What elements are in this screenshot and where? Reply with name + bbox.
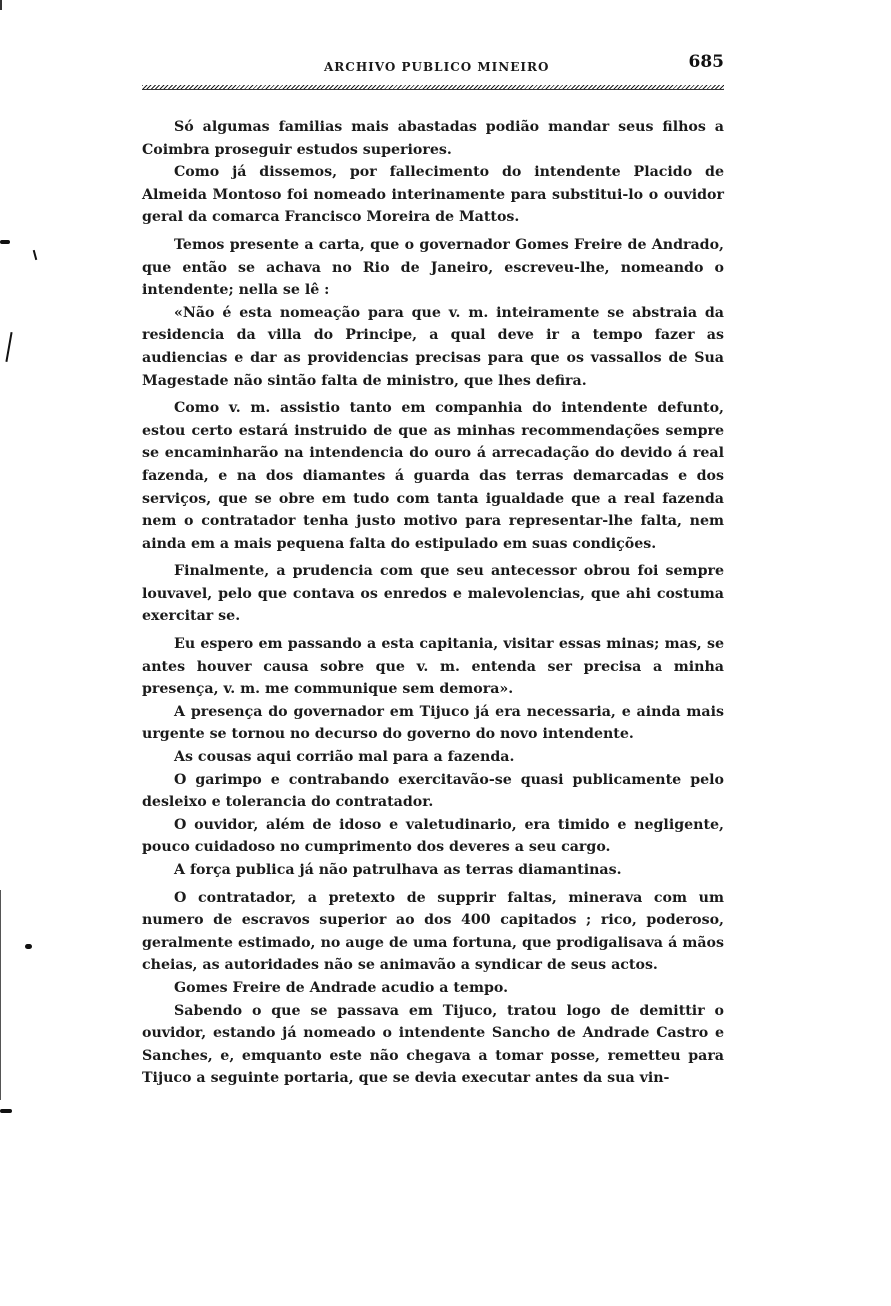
paragraph: A força publica já não patrulhava as terras diamantinas. [174, 862, 622, 878]
running-title: ARCHIVO PUBLICO MINEIRO [324, 60, 550, 74]
paragraph: Como já dissemos, por fallecimento do intendente Placido de Almeida Montoso foi nomeado interinamente para substitui-lo o ouvidor geral da comarca Francisco Moreira de Mattos. [142, 164, 724, 226]
paragraph: O garimpo e contrabando exercitavão-se quasi publicamente pelo desleixo e tolerancia do contratador. [142, 771, 724, 811]
margin-mark [5, 332, 12, 362]
margin-mark [0, 1109, 12, 1113]
page-edge-line [0, 890, 1, 1100]
paragraph: As cousas aqui corrião mal para a fazenda. [174, 749, 515, 766]
paragraph: Temos presente a carta, que o governador Gomes Freire de Andrado, que então se achava no Rio de Janeiro, escreveu-lhe, nomeando o intendente; nella se lê : [142, 236, 724, 299]
page-header [142, 52, 724, 92]
quoted-letter-paragraph: Finalmente, a prudencia com que seu antecessor obrou foi sempre louvavel, pelo que contava os enredos e malevolencias, que ahi costuma exercitar se. [142, 563, 724, 625]
margin-mark [33, 250, 38, 260]
margin-mark [25, 944, 32, 949]
header-rule [142, 85, 724, 90]
paragraph: Só algumas familias mais abastadas podião mandar seus filhos a Coimbra proseguir estudos superiores. [142, 119, 724, 158]
paragraph: Sabendo o que se passava em Tijuco, tratou logo de demittir o ouvidor, estando já nomeado o intendente Sancho de Andrade Castro e Sanches, e, emquanto este não chegava a tomar posse, remetteu para Tijuco a seguinte portaria, que se devia executar antes da sua vin- [142, 1002, 724, 1087]
paragraph: O ouvidor, além de idoso e valetudinario, era timido e negligente, pouco cuidadoso no cumprimento dos deveres a seu cargo. [142, 816, 724, 856]
paragraph: A presença do governador em Tijuco já era necessaria, e ainda mais urgente se tornou no decurso do governo do novo intendente. [142, 703, 724, 743]
paragraph: O contratador, a pretexto de supprir faltas, minerava com um numero de escravos superior ao dos 400 capitados ; rico, poderoso, geralmente estimado, no auge de uma fortuna, que prodigalisava á mãos cheias, as autoridades não se animavão a syndicar de seus actos. [142, 889, 724, 974]
page-number: 685 [688, 52, 724, 72]
page-edge-mark [0, 0, 2, 10]
margin-mark [0, 240, 10, 244]
paragraph: Gomes Freire de Andrade acudio a tempo. [174, 979, 509, 996]
body-text [142, 116, 724, 1090]
quoted-letter-paragraph: Como v. m. assistio tanto em companhia do intendente defunto, estou certo estará instruido de que as minhas recommendações sempre se encaminharão na intendencia do ouro á arrecadação do devido á real fazenda, e na dos diamantes á guarda das terras demarcadas e dos serviços, que se obre em tudo com tanta igualdade que a real fazenda nem o contratador tenha justo motivo para representar-lhe falta, nem ainda em a mais pequena falta do estipulado em suas condições. [142, 400, 724, 552]
quoted-letter-paragraph: Eu espero em passando a esta capitania, visitar essas minas; mas, se antes houver causa sobre que v. m. entenda ser precisa a minha presença, v. m. me communique sem demora». [142, 636, 724, 698]
quoted-letter-paragraph: «Não é esta nomeação para que v. m. inteiramente se abstraia da residencia da villa do Principe, a qual deve ir a tempo fazer as audiencias e dar as providencias precisas para que os vassallos de Sua Magestade não sintão falta de ministro, que lhes defira. [142, 304, 724, 389]
